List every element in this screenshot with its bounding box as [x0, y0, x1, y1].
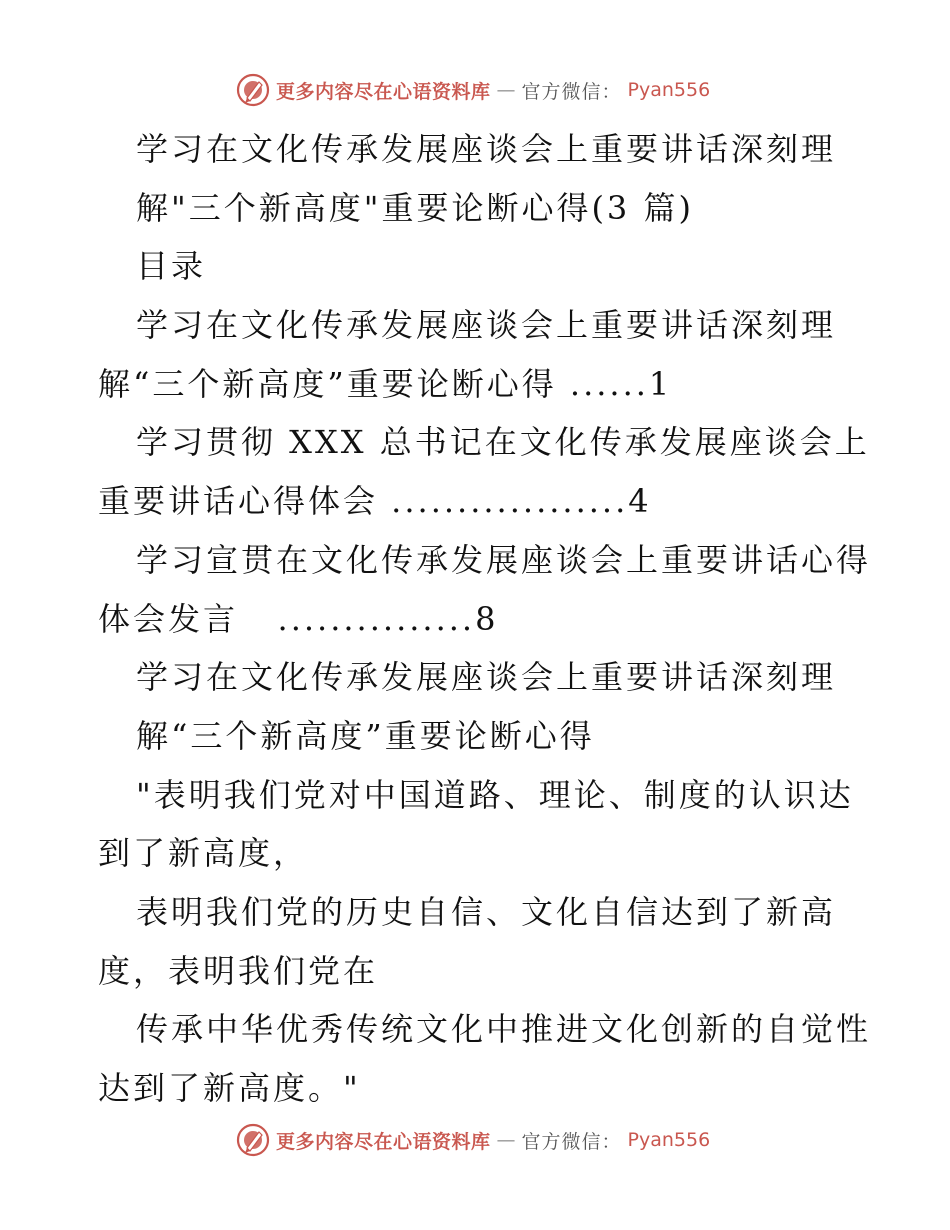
toc-entry-line-2: 解“三个新高度”重要论断心得 ......1	[98, 364, 673, 403]
paragraph-line-2: 度，表明我们党在	[98, 951, 379, 990]
article-paragraph	[98, 766, 858, 883]
toc-entry-line-2: 体会发言 ...............8	[98, 599, 499, 638]
pen-logo-icon	[236, 1123, 270, 1157]
watermark-dash: —	[496, 79, 516, 101]
watermark-brand: 更多内容尽在心语资料库	[276, 1130, 491, 1153]
watermark-official: 官方微信：	[521, 80, 622, 103]
article-paragraph	[98, 883, 858, 1000]
toc-entry-line-1: 学习在文化传承发展座谈会上重要讲话深刻理	[136, 306, 837, 345]
document-title-line-2: 解"三个新高度"重要论断心得(3 篇)	[136, 188, 694, 227]
toc-entry-line-2: 重要讲话心得体会 ..................4	[98, 482, 652, 521]
watermark-wechat-id: Pyan556	[627, 79, 711, 101]
paragraph-line-2: 达到了新高度。"	[98, 1069, 361, 1107]
paragraph-line-2: 到了新高度，	[98, 834, 309, 873]
document-body	[98, 120, 872, 1118]
watermark-official: 官方微信：	[521, 1130, 622, 1153]
toc-entry	[98, 296, 858, 413]
watermark-footer	[236, 1122, 710, 1158]
toc-entry-line-1: 学习宣贯在文化传承发展座谈会上重要讲话心得	[136, 540, 872, 579]
watermark-header	[236, 72, 710, 108]
paragraph-line-1: 表明我们党的历史自信、文化自信达到了新高	[136, 892, 837, 931]
toc-entry	[98, 531, 872, 648]
article-paragraph	[98, 1000, 872, 1117]
toc-heading: 目录	[136, 247, 207, 286]
article-title-line-2: 解“三个新高度”重要论断心得	[136, 716, 595, 755]
toc-entry	[98, 413, 870, 530]
pen-logo-icon	[236, 73, 270, 107]
toc-entry-line-1: 学习贯彻 XXX 总书记在文化传承发展座谈会上	[136, 423, 870, 462]
document-title-line-1: 学习在文化传承发展座谈会上重要讲话深刻理	[136, 130, 837, 168]
watermark-brand: 更多内容尽在心语资料库	[276, 80, 491, 103]
article-title-line-1: 学习在文化传承发展座谈会上重要讲话深刻理	[136, 658, 837, 697]
paragraph-line-1: 传承中华优秀传统文化中推进文化创新的自觉性	[136, 1010, 872, 1049]
paragraph-line-1: "表明我们党对中国道路、理论、制度的认识达	[136, 775, 854, 814]
watermark-wechat-id: Pyan556	[627, 1129, 711, 1151]
watermark-dash: —	[496, 1129, 516, 1151]
